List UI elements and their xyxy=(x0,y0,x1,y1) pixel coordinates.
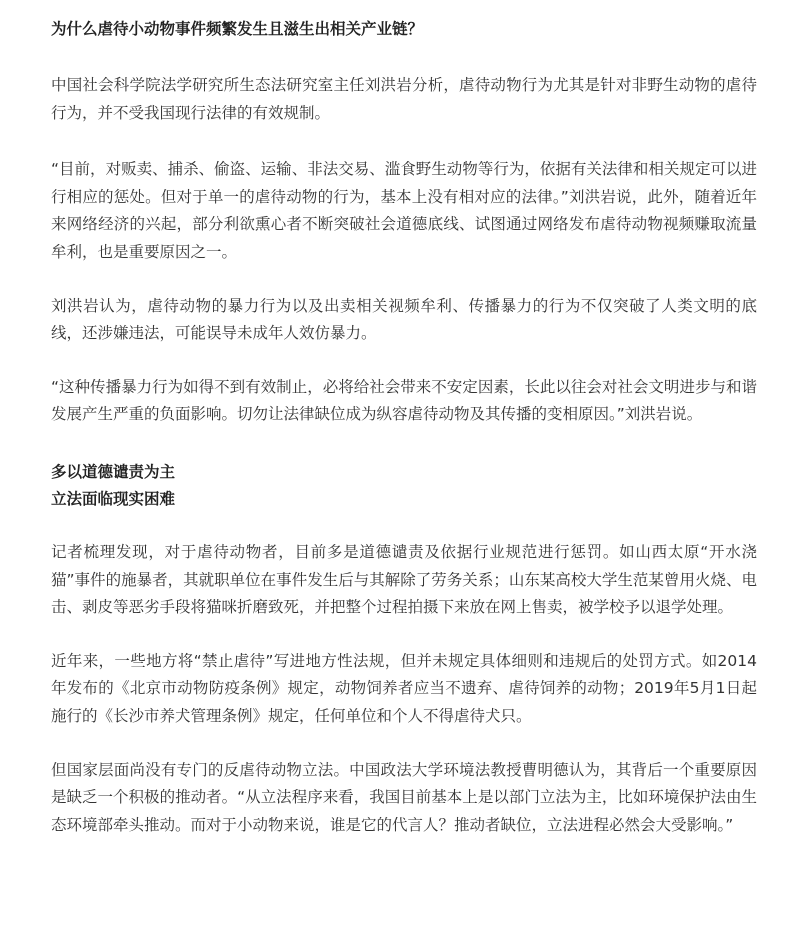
section-heading-2-line-2: 立法面临现实困难 xyxy=(51,489,176,508)
paragraph-4: “这种传播暴力行为如得不到有效制止，必将给社会带来不安定因素，长此以往会对社会文明进步与和谐发展产生严重的负面影响。切勿让法律缺位成为纵容虐待动物及其传播的变相原因。”刘洪岩说。 xyxy=(51,377,757,424)
paragraph-3: 刘洪岩认为，虐待动物的暴力行为以及出卖相关视频牟利、传播暴力的行为不仅突破了人类文明的底线，还涉嫌违法，可能误导未成年人效仿暴力。 xyxy=(51,296,757,343)
paragraph-5: 记者梳理发现，对于虐待动物者，目前多是道德谴责及依据行业规范进行惩罚。如山西太原“开水浇猫”事件的施暴者，其就职单位在事件发生后与其解除了劳务关系；山东某高校大学生范某曾用火烧、电击、剥皮等恶劣手段将猫咪折磨致死，并把整个过程拍摄下来放在网上售卖，被学校予以退学处理。 xyxy=(51,542,757,617)
paragraph-1: 中国社会科学院法学研究所生态法研究室主任刘洪岩分析，虐待动物行为尤其是针对非野生动物的虐待行为，并不受我国现行法律的有效规制。 xyxy=(51,76,757,122)
section-heading-2-line-1: 多以道德谴责为主 xyxy=(51,462,176,481)
paragraph-7: 但国家层面尚没有专门的反虐待动物立法。中国政法大学环境法教授曹明德认为，其背后一个重要原因是缺乏一个积极的推动者。“从立法程序来看，我国目前基本上是以部门立法为主，比如环境保护法由生态环境部牵头推动。而对于小动物来说，谁是它的代言人？推动者缺位，立法进程必然会大受影响。” xyxy=(51,760,757,834)
section-heading-1: 为什么虐待小动物事件频繁发生且滋生出相关产业链？ xyxy=(51,20,424,38)
paragraph-2: “目前，对贩卖、捕杀、偷盗、运输、非法交易、滥食野生动物等行为，依据有关法律和相关规定可以进行相应的惩处。但对于单一的虐待动物的行为，基本上没有相对应的法律。”刘洪岩说，此外，随着近年来网络经济的兴起，部分利欲熏心者不断突破社会道德底线、试图通过网络发布虐待动物视频赚取流量牟利，也是重要原因之一。 xyxy=(51,160,757,261)
paragraph-6: 近年来，一些地方将“禁止虐待”写进地方性法规，但并未规定具体细则和违规后的处罚方式。如2014年发布的《北京市动物防疫条例》规定，动物饲养者应当不遗弃、虐待饲养的动物；2019年5月1日起施行的《长沙市养犬管理条例》规定，任何单位和个人不得虐待犬只。 xyxy=(51,651,757,725)
section-heading-2 xyxy=(51,459,757,513)
